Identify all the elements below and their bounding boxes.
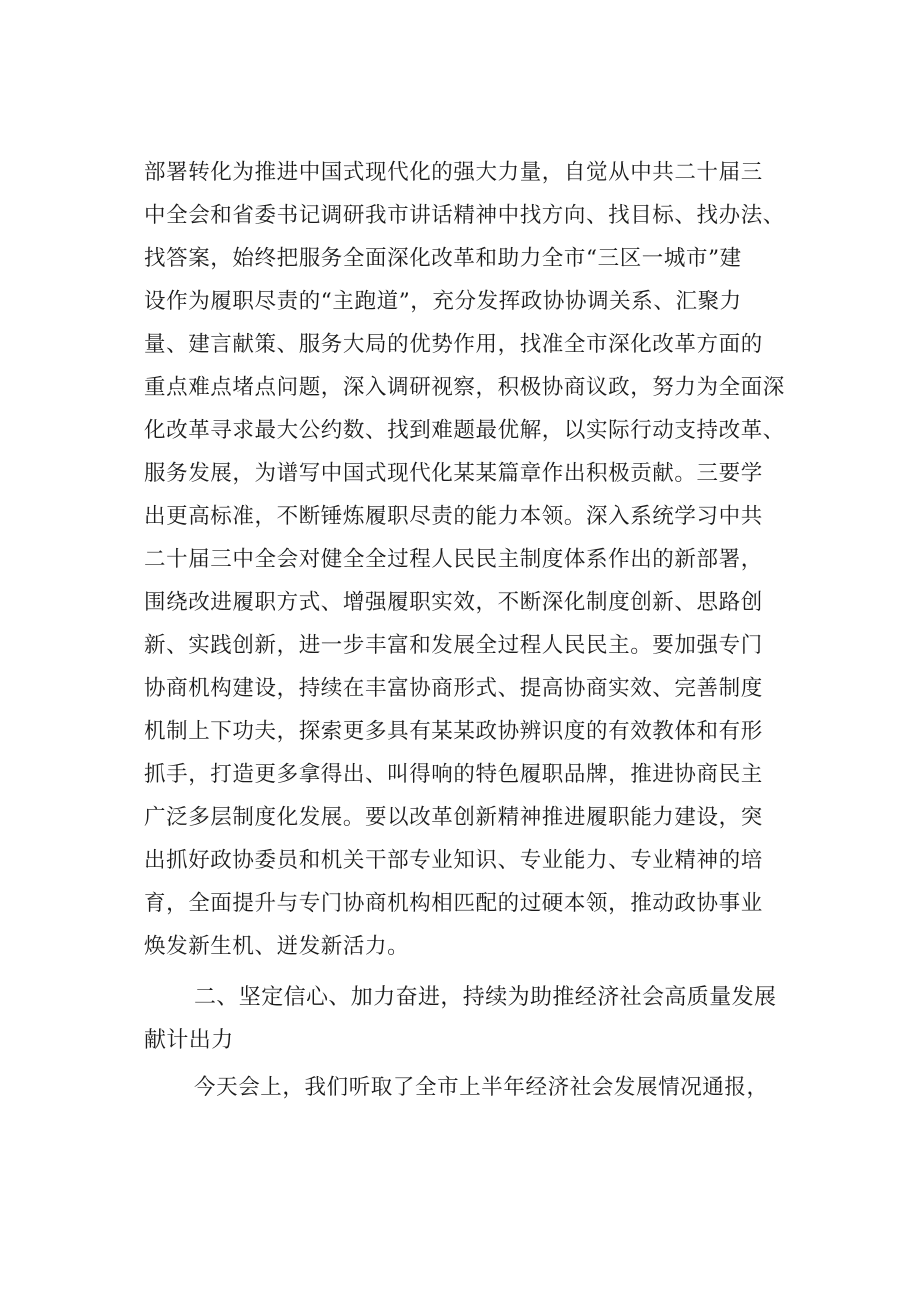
paragraph-line: 量、建言献策、服务大局的优势作用，找准全市深化改革方面的 — [144, 332, 763, 357]
section-heading-continuation: 献计出力 — [144, 1028, 234, 1053]
paragraph-line: 设作为履职尽责的“主跑道”，充分发挥政协协调关系、汇聚力 — [144, 289, 742, 314]
paragraph-line: 中全会和省委书记调研我市讲话精神中找方向、找目标、找办法、 — [144, 203, 785, 228]
paragraph-line: 机制上下功夫，探索更多具有某某政协辨识度的有效教体和有形 — [144, 719, 763, 744]
paragraph-line: 育，全面提升与专门协商机构相匹配的过硬本领，推动政协事业 — [144, 891, 763, 916]
paragraph-line: 二十届三中全会对健全全过程人民民主制度体系作出的新部署， — [144, 547, 763, 572]
paragraph-line: 出更高标准，不断锤炼履职尽责的能力本领。深入系统学习中共 — [144, 504, 763, 529]
paragraph-line: 部署转化为推进中国式现代化的强大力量，自觉从中共二十届三 — [144, 160, 763, 185]
paragraph-line: 出抓好政协委员和机关干部专业知识、专业能力、专业精神的培 — [144, 848, 763, 873]
paragraph-line: 今天会上，我们听取了全市上半年经济社会发展情况通报， — [194, 1075, 769, 1100]
paragraph-line: 抓手，打造更多拿得出、叫得响的特色履职品牌，推进协商民主 — [144, 762, 763, 787]
paragraph-line: 广泛多层制度化发展。要以改革创新精神推进履职能力建设，突 — [144, 805, 763, 830]
paragraph-line: 焕发新生机、迸发新活力。 — [144, 934, 410, 959]
paragraph-line: 围绕改进履职方式、增强履职实效，不断深化制度创新、思路创 — [144, 590, 763, 615]
section-heading: 二、坚定信心、加力奋进，持续为助推经济社会高质量发展 — [194, 985, 777, 1010]
paragraph-line: 新、实践创新，进一步丰富和发展全过程人民民主。要加强专门 — [144, 633, 763, 658]
paragraph-line: 化改革寻求最大公约数、找到难题最优解，以实际行动支持改革、 — [144, 418, 785, 443]
paragraph-line: 协商机构建设，持续在丰富协商形式、提高协商实效、完善制度 — [144, 676, 763, 701]
paragraph-line: 找答案，始终把服务全面深化改革和助力全市“三区一城市”建 — [144, 246, 742, 271]
paragraph-line: 服务发展，为谱写中国式现代化某某篇章作出积极贡献。三要学 — [144, 461, 763, 486]
paragraph-line: 重点难点堵点问题，深入调研视察，积极协商议政，努力为全面深 — [144, 375, 785, 400]
